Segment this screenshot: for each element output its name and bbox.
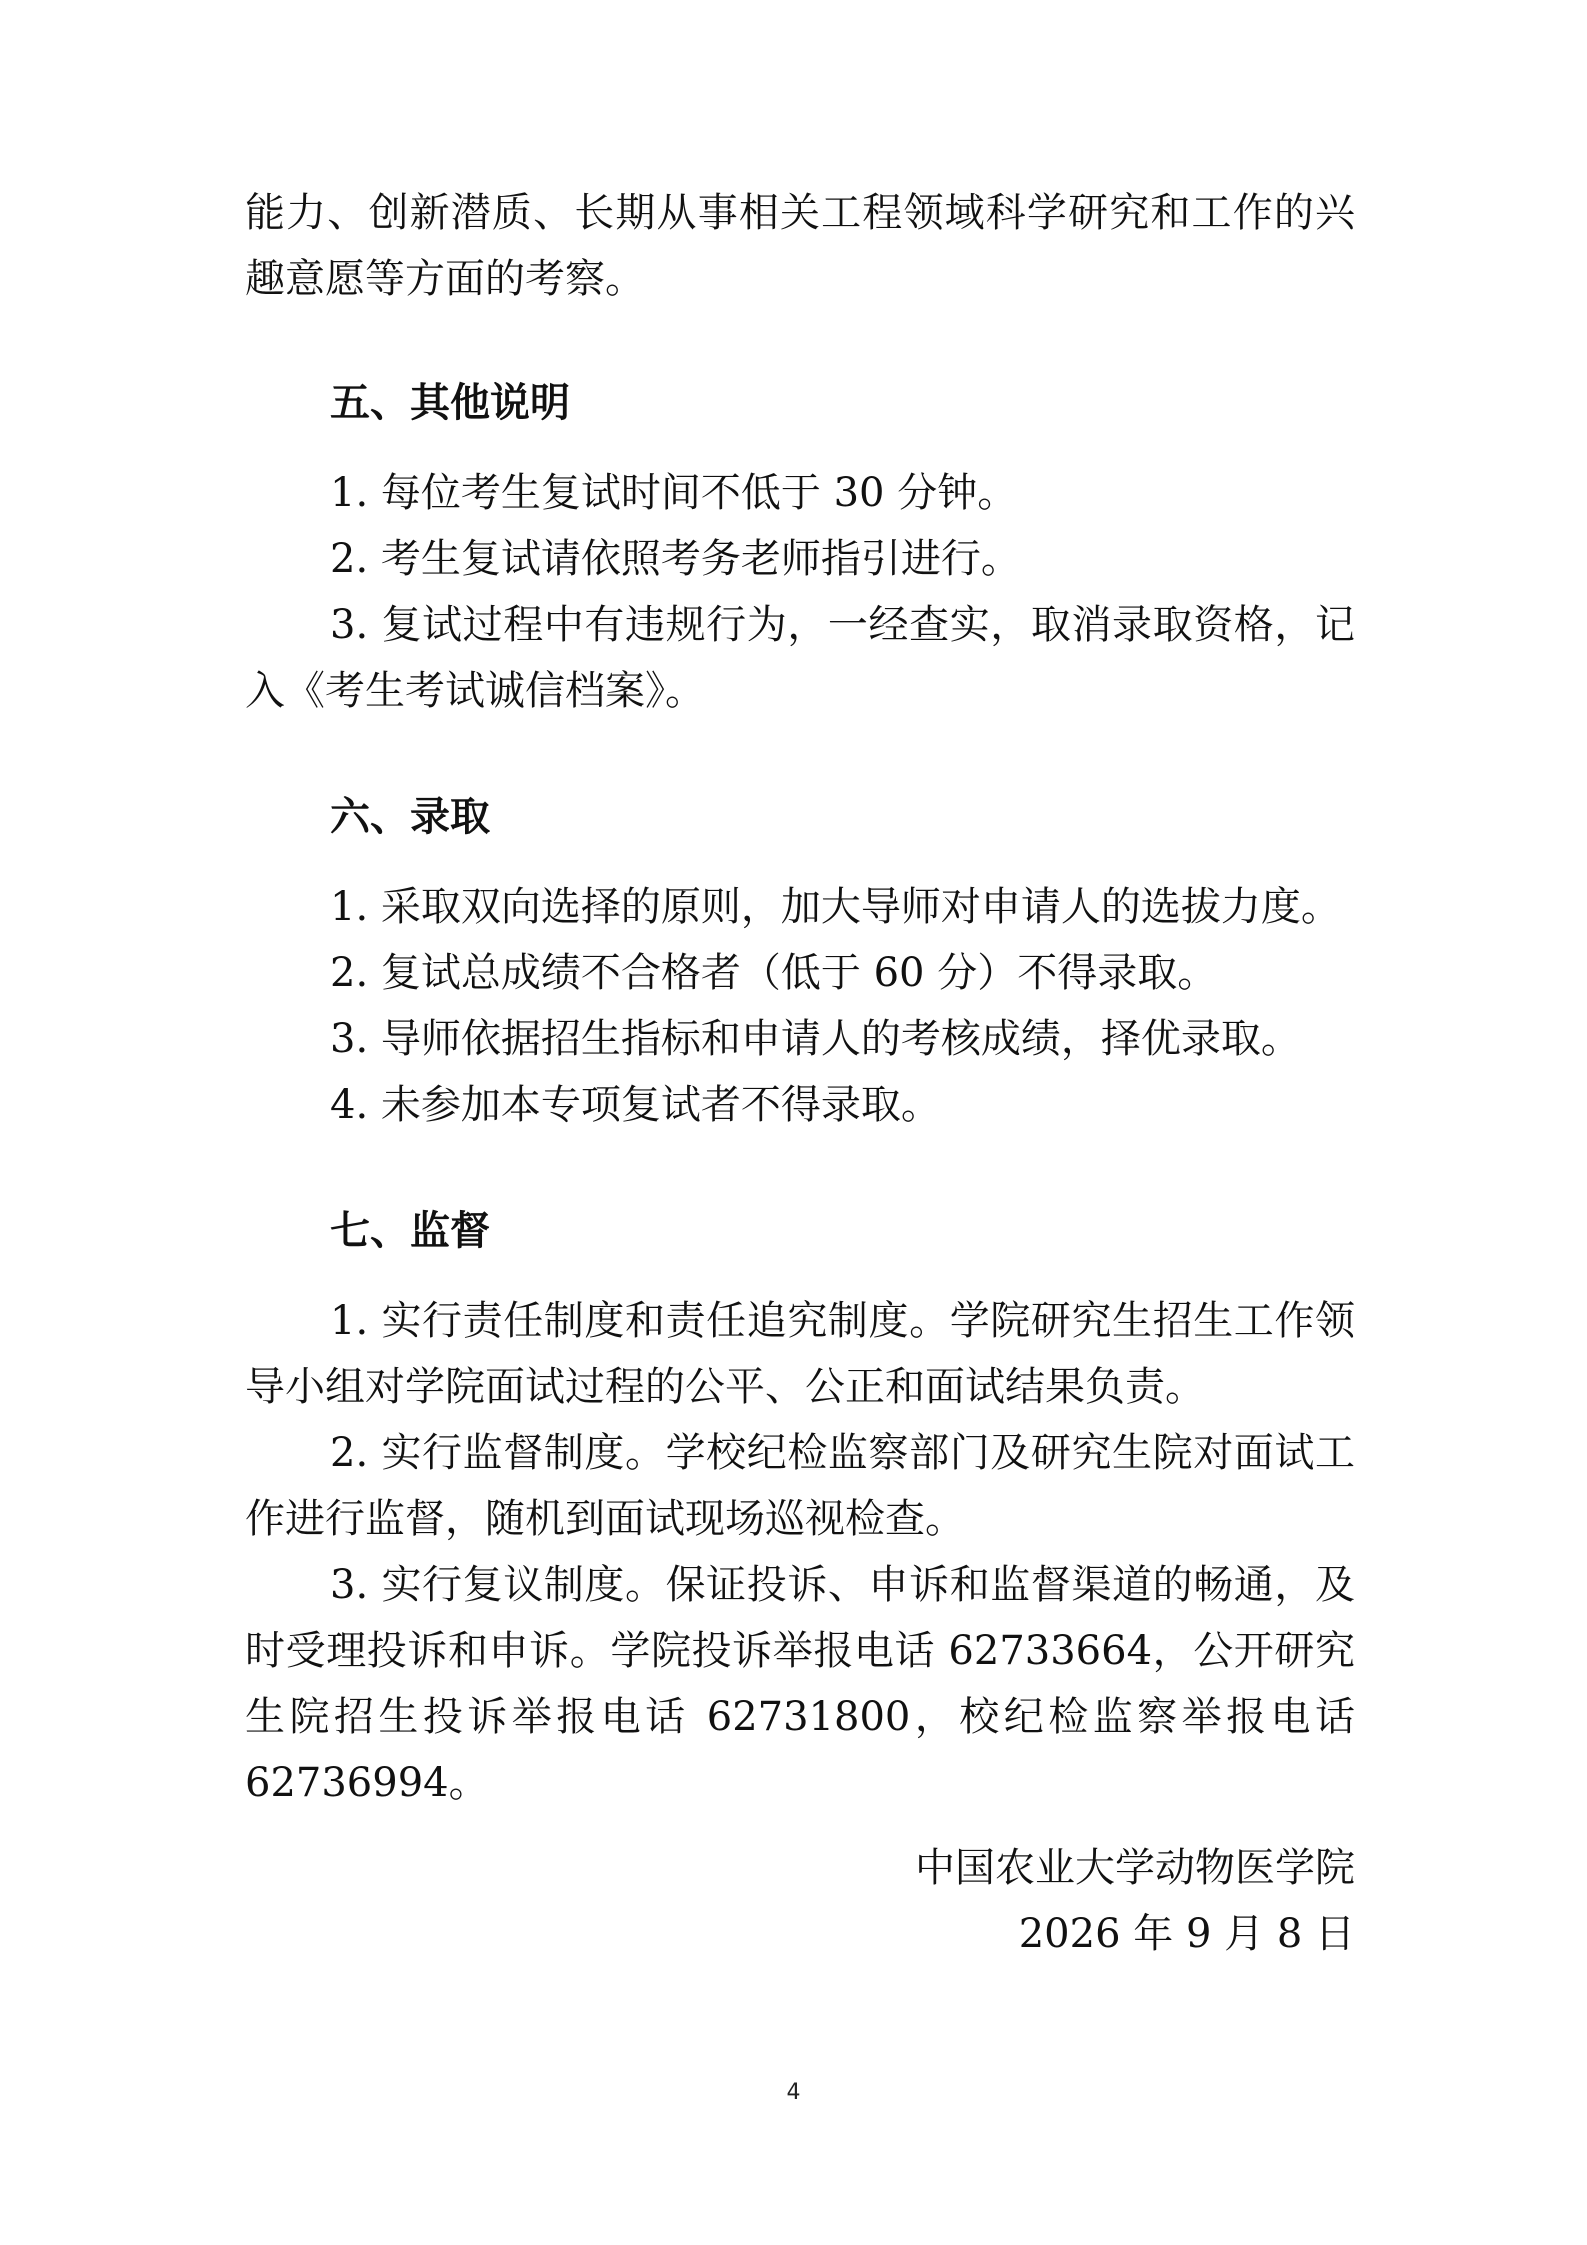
admission-item-4: 4. 未参加本专项复试者不得录取。 [330,1082,941,1128]
signature-block [915,1835,1355,1967]
other-notes-item-2: 2. 考生复试请依照考务老师指引进行。 [330,536,1021,582]
section-heading-other-notes: 五、其他说明 [330,379,570,426]
admission-item-3: 3. 导师依据招生指标和申请人的考核成绩，择优录取。 [330,1016,1301,1062]
supervision-item-2: 2. 实行监督制度。学校纪检监察部门及研究生院对面试工作进行监督，随机到面试现场巡视检查。 [245,1430,1355,1542]
document-body [245,180,1355,1816]
other-notes-item-3: 3. 复试过程中有违规行为，一经查实，取消录取资格，记入《考生考试诚信档案》。 [245,602,1355,714]
other-notes-item-1: 1. 每位考生复试时间不低于 30 分钟。 [330,470,1018,516]
signature-date: 2026 年 9 月 8 日 [1018,1911,1355,1957]
admission-item-1: 1. 采取双向选择的原则，加大导师对申请人的选拔力度。 [330,884,1341,930]
page-number: 4 [786,2080,801,2105]
section-heading-supervision: 七、监督 [330,1207,490,1254]
admission-item-2: 2. 复试总成绩不合格者（低于 60 分）不得录取。 [330,950,1218,996]
continued-paragraph: 能力、创新潜质、长期从事相关工程领域科学研究和工作的兴趣意愿等方面的考察。 [245,190,1355,302]
section-heading-admission: 六、录取 [330,793,490,840]
supervision-item-1: 1. 实行责任制度和责任追究制度。学院研究生招生工作领导小组对学院面试过程的公平、公正和面试结果负责。 [245,1298,1355,1410]
signature-organization: 中国农业大学动物医学院 [915,1845,1355,1891]
supervision-item-3: 3. 实行复议制度。保证投诉、申诉和监督渠道的畅通，及时受理投诉和申诉。学院投诉举报电话 62733664，公开研究生院招生投诉举报电话 62731800，校纪检监察举报电话 62736994。 [245,1562,1355,1806]
